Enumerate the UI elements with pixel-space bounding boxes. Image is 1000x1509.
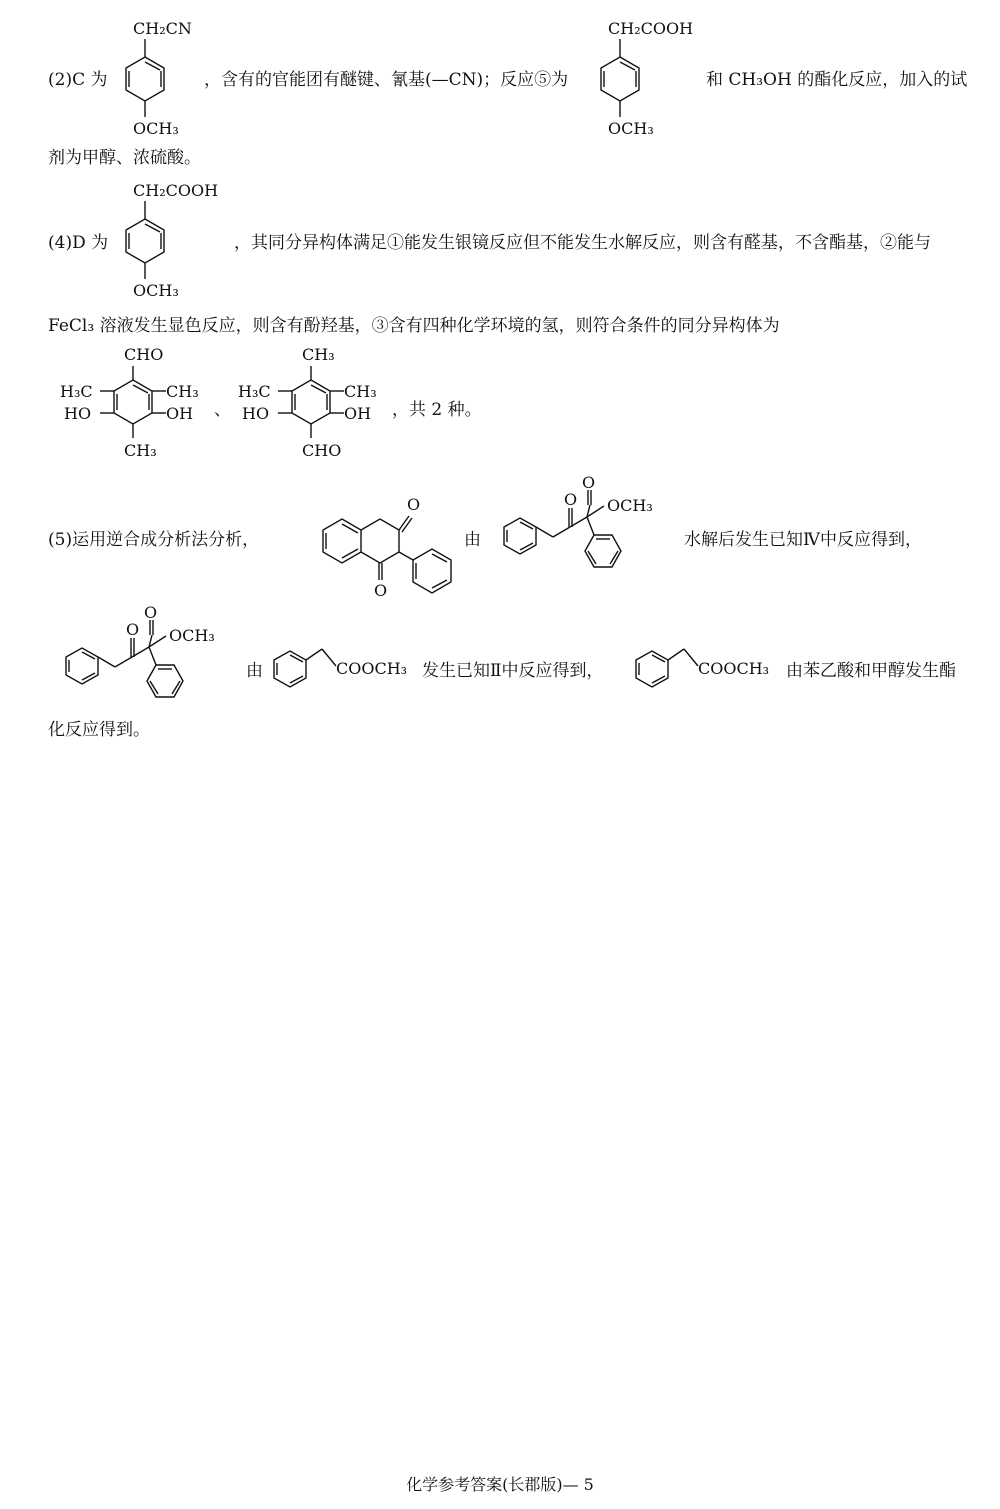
och3-label: OCH₃ bbox=[169, 626, 215, 645]
och3-label: OCH₃ bbox=[133, 281, 179, 300]
p4-text-2: FeCl₃ 溶液发生显色反应，则含有酚羟基，③含有四种化学环境的氢，则符合条件的同分异构体为 bbox=[48, 316, 780, 336]
p5-text-6: 化反应得到。 bbox=[48, 720, 150, 740]
och3-label: OCH₃ bbox=[133, 119, 179, 138]
oxygen-label: O bbox=[374, 581, 388, 600]
ch2cn-label: CH₂CN bbox=[133, 19, 192, 38]
och3-label: OCH₃ bbox=[608, 119, 654, 138]
p5-text-5: 由苯乙酸和甲醇发生酯 bbox=[786, 661, 956, 681]
ch3-label: CH₃ bbox=[166, 382, 199, 401]
target-diketone bbox=[308, 486, 458, 606]
molecule-d-acid bbox=[575, 14, 705, 144]
p5-number: (5)运用逆合成分析法分析， bbox=[48, 530, 260, 550]
page-footer: 化学参考答案(长郡版)— 5 bbox=[406, 1475, 594, 1494]
p5-text-4: 发生已知Ⅱ中反应得到， bbox=[422, 661, 604, 681]
ch2cooh-label: CH₂COOH bbox=[608, 19, 694, 38]
isomer-1 bbox=[58, 340, 218, 470]
keto-ester-2 bbox=[52, 603, 252, 716]
benzene-ring bbox=[292, 380, 330, 424]
benzene-ring bbox=[114, 380, 152, 424]
phenyl-ring bbox=[504, 518, 536, 554]
cooch3-label: COOCH₃ bbox=[336, 659, 408, 678]
oxygen-label: O bbox=[582, 473, 596, 492]
benzene-ring bbox=[126, 57, 164, 101]
isomer-2 bbox=[236, 340, 396, 470]
cho-label: CHO bbox=[302, 441, 342, 460]
oh-label: OH bbox=[344, 404, 372, 423]
och3-label: OCH₃ bbox=[607, 496, 653, 515]
p2-text-1: ，含有的官能团有醚键、氰基(—CN)；反应⑤为 bbox=[204, 70, 569, 90]
p5-text-3: 由 bbox=[246, 661, 263, 681]
phenyl-ring bbox=[636, 651, 668, 687]
cooch3-label: COOCH₃ bbox=[698, 659, 770, 678]
phenyl-ring bbox=[66, 648, 98, 684]
molecule-c-nitrile bbox=[100, 14, 220, 144]
oxygen-label: O bbox=[407, 495, 421, 514]
phenyl-ring bbox=[274, 651, 306, 687]
h3c-label: H₃C bbox=[238, 382, 271, 401]
cho-label: CHO bbox=[124, 345, 164, 364]
p5-text-2: 水解后发生已知Ⅳ中反应得到， bbox=[684, 530, 922, 550]
ho-label: HO bbox=[242, 404, 270, 423]
ch3-label: CH₃ bbox=[302, 345, 335, 364]
methyl-phenylacetate-1 bbox=[268, 630, 428, 700]
p2-number: (2)C 为 bbox=[48, 70, 108, 90]
p2-text-2: 和 CH₃OH 的酯化反应，加入的试 bbox=[706, 70, 968, 90]
p4-text-3: ，共 2 种。 bbox=[392, 400, 482, 420]
oh-label: OH bbox=[166, 404, 194, 423]
benzene-ring bbox=[126, 219, 164, 263]
ch3-label: CH₃ bbox=[124, 441, 157, 460]
isomer-separator: 、 bbox=[214, 400, 231, 420]
p2-text-3: 剂为甲醇、浓硫酸。 bbox=[48, 148, 201, 168]
ho-label: HO bbox=[64, 404, 92, 423]
phenyl-ring bbox=[147, 665, 183, 697]
keto-ester-1 bbox=[490, 473, 690, 586]
p4-number: (4)D 为 bbox=[48, 233, 109, 253]
ch3-label: CH₃ bbox=[344, 382, 377, 401]
phenyl-ring bbox=[413, 549, 451, 593]
phenyl-ring bbox=[585, 535, 621, 567]
oxygen-label: O bbox=[144, 603, 158, 622]
p5-text-1: 由 bbox=[464, 530, 481, 550]
benzene-ring bbox=[601, 57, 639, 101]
p4-text-1: ，其同分异构体满足①能发生银镜反应但不能发生水解反应，则含有醛基，不含酯基，②能与 bbox=[234, 233, 931, 253]
ch2cooh-label: CH₂COOH bbox=[133, 181, 219, 200]
molecule-d bbox=[100, 176, 230, 306]
oxygen-label: O bbox=[126, 620, 140, 639]
oxygen-label: O bbox=[564, 490, 578, 509]
h3c-label: H₃C bbox=[60, 382, 93, 401]
methyl-phenylacetate-2 bbox=[630, 630, 790, 700]
benzene-ring bbox=[323, 519, 361, 563]
